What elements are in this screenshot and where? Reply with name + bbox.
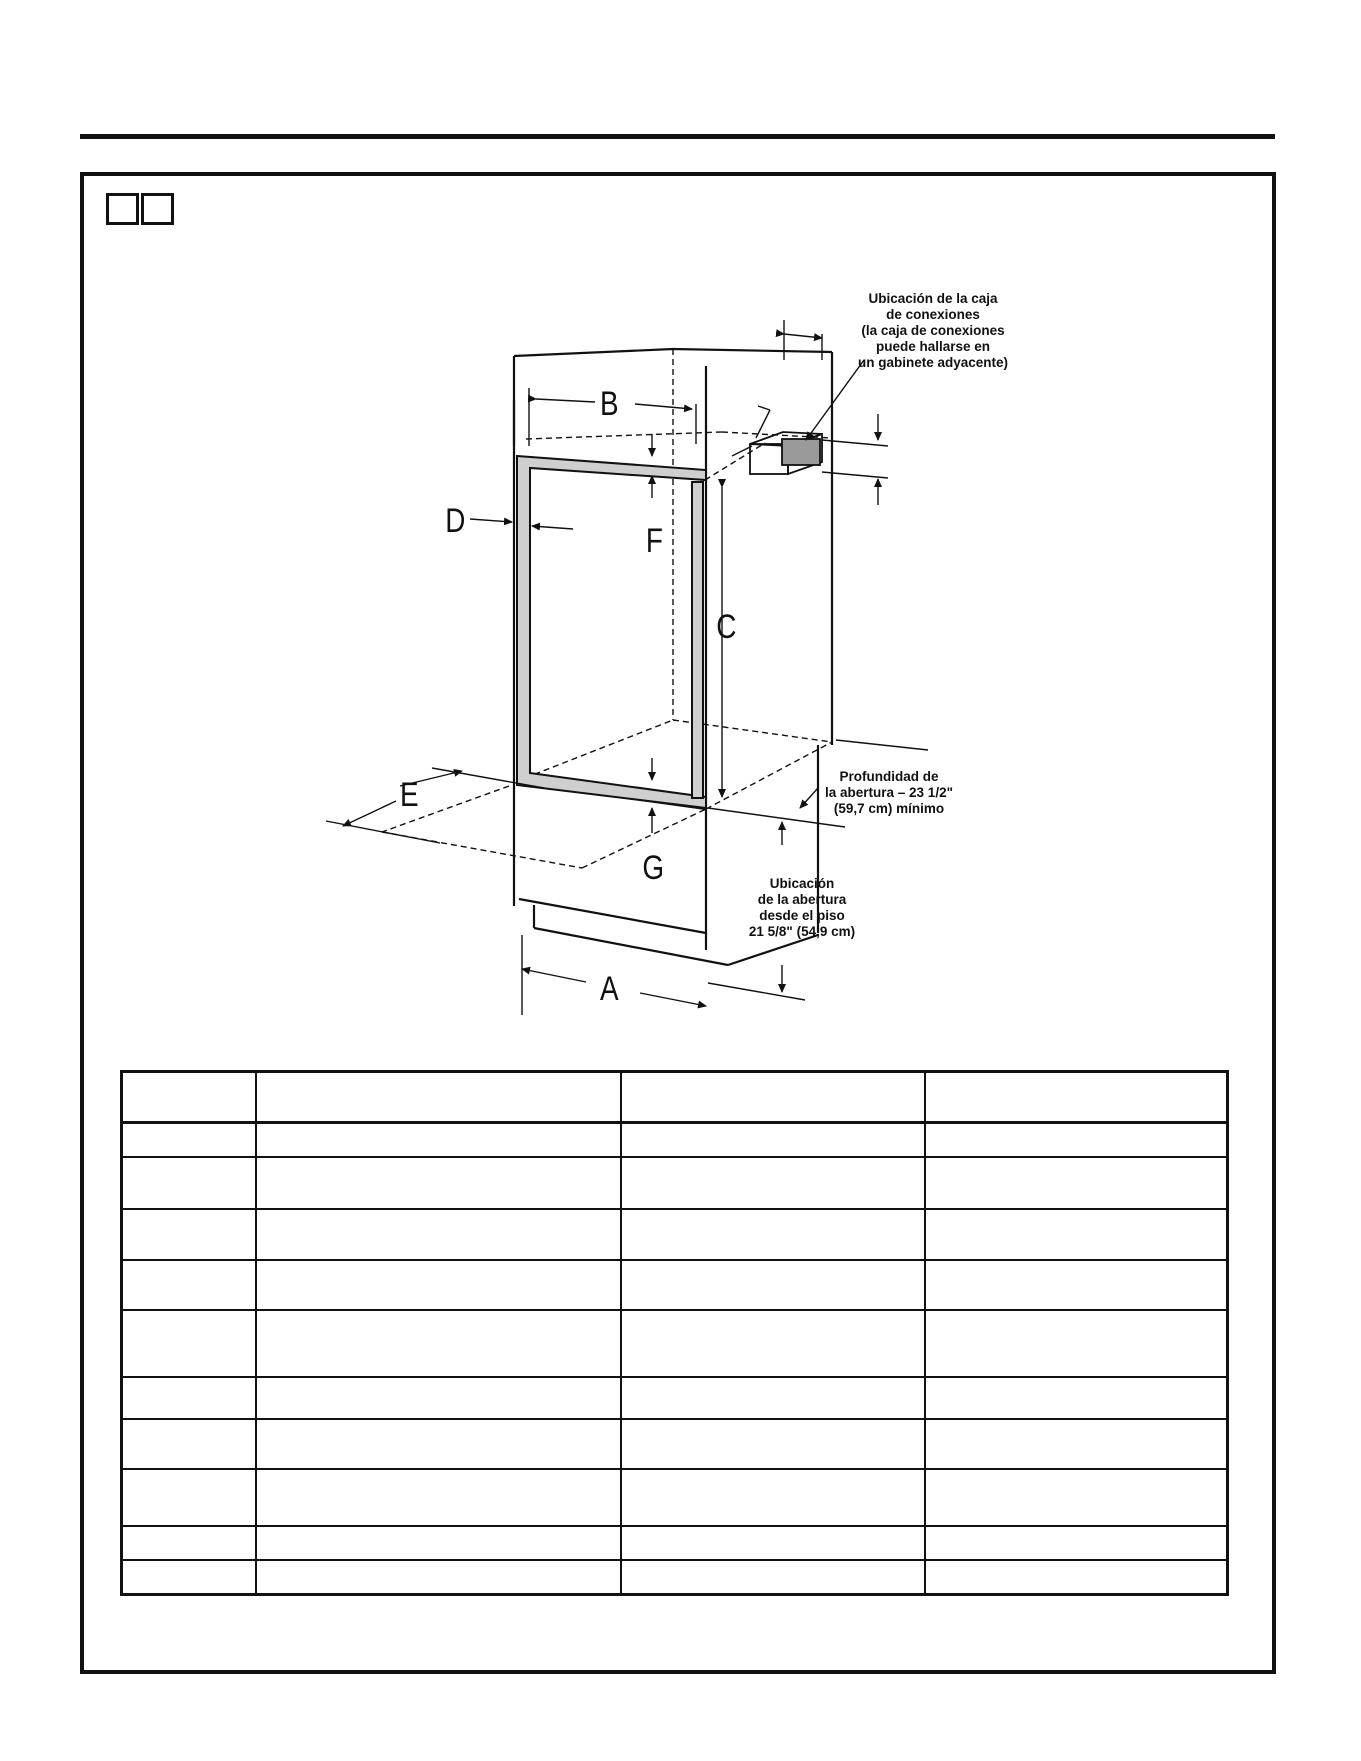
table-cell [122,1419,256,1469]
table-cell [256,1209,621,1260]
table-cell [925,1072,1228,1123]
table-cell [256,1072,621,1123]
table-cell [621,1260,925,1309]
table-cell [256,1310,621,1378]
table-cell [925,1469,1228,1526]
depth-note-line-3: (59,7 cm) mínimo [833,801,945,816]
table-cell [122,1526,256,1560]
table-cell [621,1072,925,1123]
junction-note-line-2: de conexiones [886,307,980,322]
opening-trim [517,456,706,808]
letter-b: B [600,384,619,423]
depth-note-line-2: la abertura – 23 1/2" [825,785,953,800]
table-cell [925,1260,1228,1309]
floor-note [749,876,855,939]
table-cell [621,1419,925,1469]
table-cell [122,1157,256,1208]
table-cell [925,1560,1228,1594]
table-row [122,1157,1228,1208]
table-cell [122,1260,256,1309]
table-cell [925,1526,1228,1560]
table-cell [256,1157,621,1208]
floor-note-line-2: de la abertura [757,892,847,907]
floor-note-line-3: desde el piso [759,908,845,923]
table-cell [621,1377,925,1418]
depth-note [825,769,953,816]
table-cell [122,1072,256,1123]
table-cell [256,1260,621,1309]
table-row [122,1377,1228,1418]
table-row [122,1526,1228,1560]
junction-note-line-5: un gabinete adyacente) [857,355,1009,370]
table-cell [925,1123,1228,1157]
table-cell [122,1469,256,1526]
table-row [122,1419,1228,1469]
table-cell [621,1310,925,1378]
table-row [122,1560,1228,1594]
table-cell [122,1377,256,1418]
table-cell [925,1209,1228,1260]
table-cell [925,1377,1228,1418]
letter-d: D [445,501,466,540]
table-cell [621,1209,925,1260]
floor-note-line-4: 21 5/8" (54,9 cm) [748,924,856,939]
table-cell [621,1157,925,1208]
junction-box-note [858,291,1008,370]
letter-e: E [400,775,419,814]
table-cell [122,1123,256,1157]
dimensions-table [120,1070,1229,1596]
junction-box [750,432,822,474]
letter-a: A [600,969,619,1008]
table-cell [256,1419,621,1469]
table-row [122,1123,1228,1157]
table-cell [925,1419,1228,1469]
table-row [122,1260,1228,1309]
table-cell [256,1377,621,1418]
table-cell [621,1469,925,1526]
table-cell [256,1123,621,1157]
table-row [122,1310,1228,1378]
table-cell [925,1310,1228,1378]
junction-note-line-1: Ubicación de la caja [868,291,998,306]
floor-note-line-1: Ubicación [769,876,835,891]
letter-g: G [642,848,665,887]
letter-c: C [716,607,737,646]
table-cell [621,1560,925,1594]
table-row [122,1469,1228,1526]
junction-note-line-4: puede hallarse en [875,339,991,354]
table-cell [256,1526,621,1560]
table-cell [256,1469,621,1526]
depth-note-line-1: Profundidad de [839,769,939,784]
table-cell [621,1123,925,1157]
table-cell [925,1157,1228,1208]
table-cell [122,1310,256,1378]
junction-note-line-3: (la caja de conexiones [861,323,1005,338]
table-cell [122,1209,256,1260]
letter-f: F [645,521,663,560]
table-row [122,1209,1228,1260]
table-cell [122,1560,256,1594]
table-cell [621,1526,925,1560]
table-cell [256,1560,621,1594]
table-header-row [122,1072,1228,1123]
